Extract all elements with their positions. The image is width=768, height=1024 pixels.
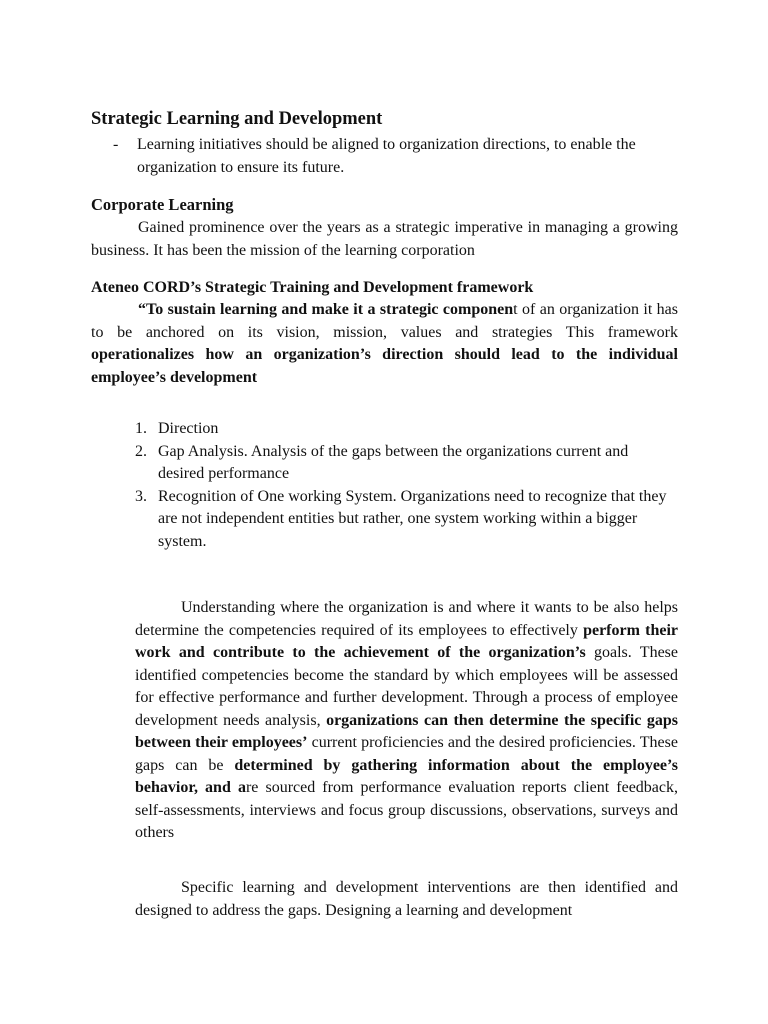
list-number: 3. [135,487,147,505]
bullet-item [113,134,702,179]
para1-text-2: goals. These identified competencies become the standard by which employees will be assessed for effective performance and further development. Through a process of employee development needs analysis, [135,644,679,729]
quote-bold-part-2: operationalizes how an organization’s direction should lead to the individual employee’s development [91,346,678,386]
numbered-list [135,418,678,553]
para1-text-4: re sourced from performance evaluation reports client feedback, self-assessments, interviews and focus group discussions, observations, surveys and others [135,779,679,841]
list-number: 2. [135,442,147,460]
para1-text-1: Understanding where the organization is and where it wants to be also helps determine the competencies required of its employees to effectively [135,599,678,639]
list-number: 1. [135,420,147,437]
heading-ateneo-framework: Ateneo CORD’s Strategic Training and Development framework [91,279,534,296]
list-text: Gap Analysis. Analysis of the gaps between the organizations current and desired performance [158,442,629,482]
list-item [135,486,678,554]
para1-bold-3: determined by gathering information about the employee’s behavior, and a [135,756,678,796]
paragraph-corporate: Gained prominence over the years as a strategic imperative in managing a growing business. It has been the mission of the learning corporation [91,219,678,259]
heading-strategic-learning: Strategic Learning and Development [91,109,383,129]
paragraph-understanding [135,597,678,845]
para1-text-3: current proficiencies and the desired proficiencies. These gaps can be [135,734,678,774]
quote-normal-part: t of an organization it has to be anchored on its vision, mission, values and strategies This framework [91,301,679,341]
list-item [135,418,678,441]
bullet-text: Learning initiatives should be aligned to organization directions, to enable the organization to ensure its future. [137,136,636,176]
paragraph-ateneo-quote [91,299,678,389]
paragraph-interventions: Specific learning and development interventions are then identified and designed to address the gaps. Designing a learning and development [135,879,678,919]
list-text: Direction [158,420,219,437]
heading-corporate-learning: Corporate Learning [91,195,234,214]
list-item [135,441,678,486]
list-text: Recognition of One working System. Organizations need to recognize that they are not independent entities but rather, one system working within a bigger system. [158,487,667,550]
para1-bold-1: perform their work and contribute to the achievement of the organization’s [135,621,679,661]
quote-bold-part-1: “To sustain learning and make it a strategic componen [138,301,514,318]
para1-bold-2: organizations can then determine the specific gaps between their employees’ [135,711,679,751]
bullet-dash: - [113,136,119,153]
